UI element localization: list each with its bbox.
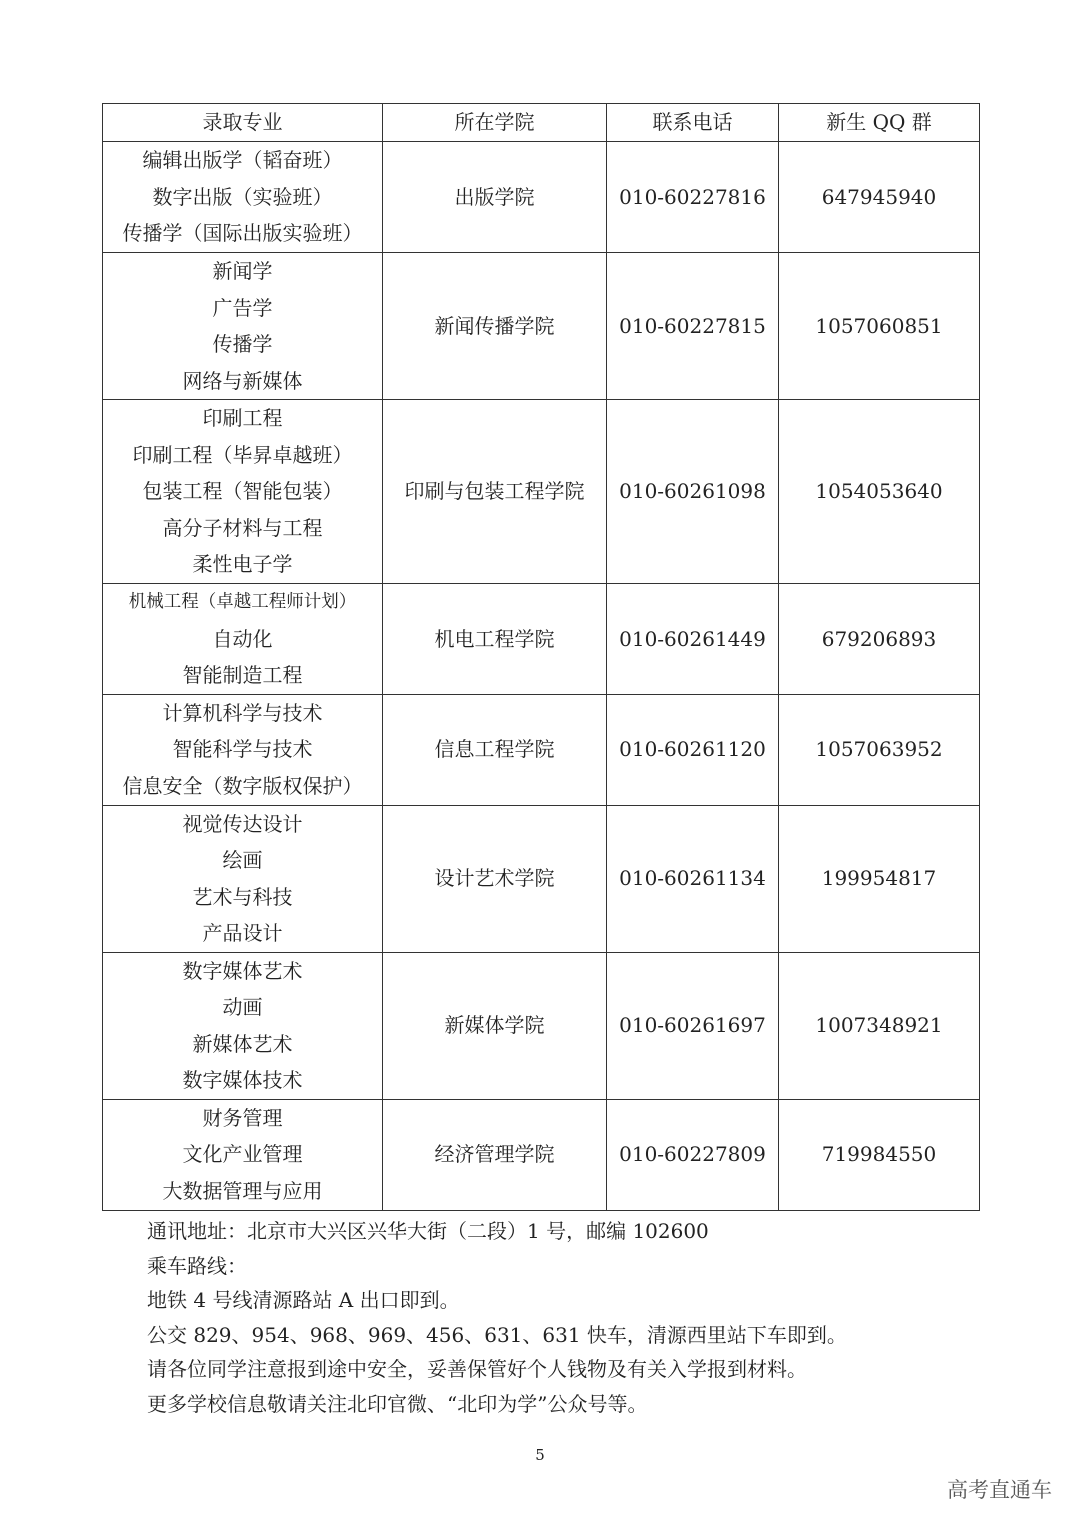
major-name: 数字媒体艺术: [182, 958, 303, 983]
major-name: 新闻学: [212, 259, 273, 283]
phone-cell: 010-60227816: [607, 142, 779, 253]
major-name: 印刷工程（毕昇卓越班）: [132, 442, 353, 467]
major-name: 传播学: [212, 332, 273, 356]
major-name: 财务管理: [202, 1105, 283, 1130]
address-line: 通讯地址：北京市大兴区兴华大街（二段）1 号，邮编 102600: [147, 1219, 709, 1243]
bus-line: 公交 829、954、968、969、456、631、631 快车，清源西里站下车即到。: [147, 1322, 847, 1347]
major-name: 产品设计: [202, 921, 283, 945]
college-cell: 出版学院: [383, 142, 607, 253]
college-cell: 机电工程学院: [383, 584, 607, 695]
majors-cell: [103, 805, 383, 952]
table-row: [103, 400, 980, 584]
college-cell: 新闻传播学院: [383, 253, 607, 400]
majors-cell: [103, 584, 383, 695]
subway-line: 地铁 4 号线清源路站 A 出口即到。: [147, 1288, 460, 1312]
table-row: [103, 694, 980, 805]
majors-cell: [103, 400, 383, 584]
table-row: [103, 1099, 980, 1210]
table-row: [103, 952, 980, 1099]
major-name: 数字媒体技术: [182, 1068, 303, 1092]
major-name: 智能科学与技术: [172, 737, 313, 762]
table-header-row: [103, 104, 980, 142]
table-row: [103, 805, 980, 952]
major-name: 自动化: [212, 626, 273, 651]
admission-contact-table: [102, 103, 980, 1211]
header-phone: 联系电话: [607, 104, 779, 142]
qq-group-cell: 1007348921: [779, 952, 980, 1099]
safety-notice: 请各位同学注意报到途中安全，妥善保管好个人钱物及有关入学报到材料。: [147, 1357, 807, 1381]
qq-group-cell: 719984550: [779, 1099, 980, 1210]
major-name: 绘画: [222, 848, 263, 872]
table-row: [103, 142, 980, 253]
table-row: [103, 584, 980, 695]
college-cell: 设计艺术学院: [383, 805, 607, 952]
major-name: 编辑出版学（韬奋班）: [142, 148, 343, 173]
major-name: 新媒体艺术: [192, 1031, 293, 1056]
major-name: 柔性电子学: [192, 552, 293, 577]
header-college: 所在学院: [383, 104, 607, 142]
phone-cell: 010-60261134: [607, 805, 779, 952]
major-name: 大数据管理与应用: [162, 1178, 323, 1203]
phone-cell: 010-60261449: [607, 584, 779, 695]
major-name: 视觉传达设计: [182, 811, 303, 836]
more-info: 更多学校信息敬请关注北印官微、“北印为学”公众号等。: [147, 1391, 648, 1416]
qq-group-cell: 1054053640: [779, 400, 980, 584]
college-cell: 新媒体学院: [383, 952, 607, 1099]
college-cell: 经济管理学院: [383, 1099, 607, 1210]
major-name: 计算机科学与技术: [162, 700, 323, 725]
major-name: 传播学（国际出版实验班）: [122, 221, 363, 246]
qq-group-cell: 679206893: [779, 584, 980, 695]
header-qq: 新生 QQ 群: [779, 104, 980, 142]
qq-group-cell: 199954817: [779, 805, 980, 952]
phone-cell: 010-60261120: [607, 694, 779, 805]
table-row: [103, 253, 980, 400]
phone-cell: 010-60227815: [607, 253, 779, 400]
header-major: 录取专业: [103, 104, 383, 142]
major-name: 机械工程（卓越工程师计划）: [128, 592, 357, 612]
watermark: 高考直通车: [947, 1478, 1052, 1502]
major-name: 网络与新媒体: [182, 368, 303, 393]
majors-cell: [103, 142, 383, 253]
majors-cell: [103, 253, 383, 400]
major-name: 高分子材料与工程: [162, 515, 323, 540]
qq-group-cell: 1057060851: [779, 253, 980, 400]
phone-cell: 010-60261697: [607, 952, 779, 1099]
major-name: 广告学: [212, 295, 273, 320]
college-cell: 印刷与包装工程学院: [383, 400, 607, 584]
route-heading: 乘车路线：: [147, 1253, 247, 1278]
major-name: 数字出版（实验班）: [152, 184, 333, 209]
phone-cell: 010-60261098: [607, 400, 779, 584]
major-name: 动画: [222, 995, 263, 1019]
majors-cell: [103, 1099, 383, 1210]
major-name: 包装工程（智能包装）: [142, 479, 343, 504]
major-name: 艺术与科技: [192, 884, 293, 909]
qq-group-cell: 647945940: [779, 142, 980, 253]
major-name: 印刷工程: [202, 406, 283, 431]
major-name: 智能制造工程: [182, 663, 303, 687]
majors-cell: [103, 952, 383, 1099]
major-name: 文化产业管理: [182, 1142, 303, 1167]
phone-cell: 010-60227809: [607, 1099, 779, 1210]
majors-cell: [103, 694, 383, 805]
major-name: 信息安全（数字版权保护）: [122, 773, 363, 798]
college-cell: 信息工程学院: [383, 694, 607, 805]
page-number: 5: [535, 1446, 545, 1464]
notes-section: [147, 1214, 847, 1421]
qq-group-cell: 1057063952: [779, 694, 980, 805]
